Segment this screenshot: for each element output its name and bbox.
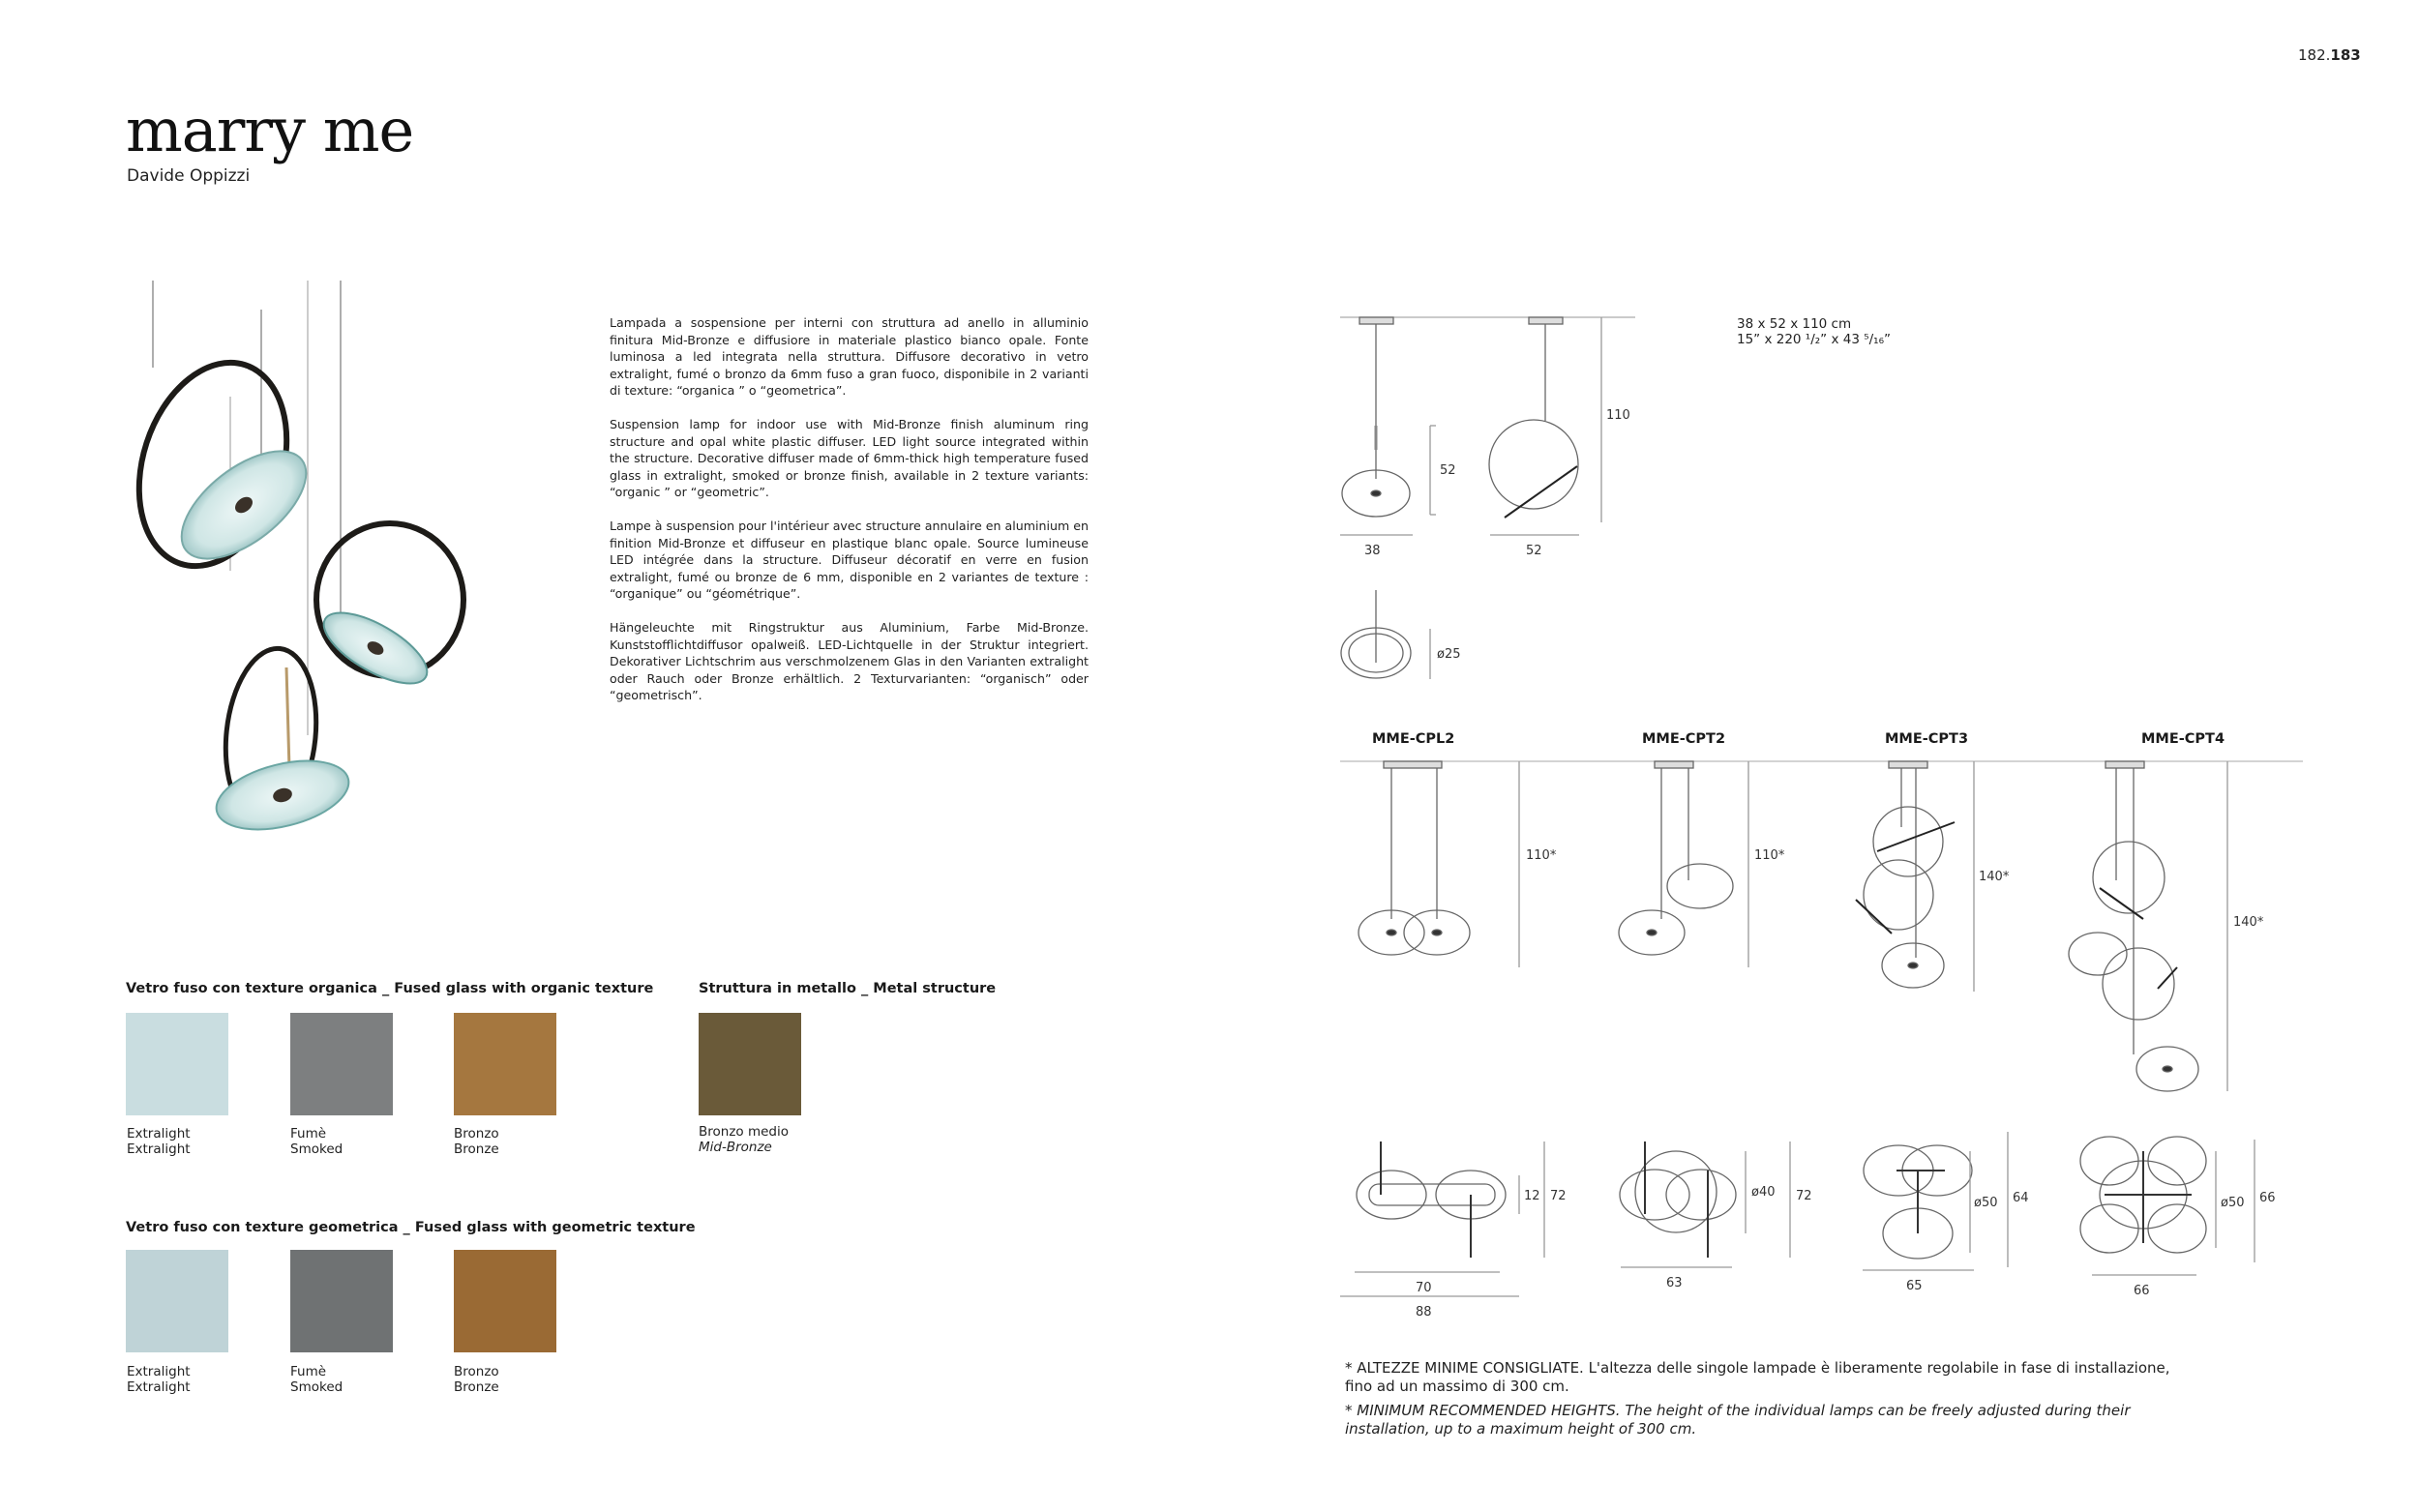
swatch-label-line1: Fumè <box>290 1126 327 1141</box>
plan-dim: 64 <box>2013 1191 2029 1205</box>
height-notes <box>1345 1359 2196 1444</box>
swatch-label-line2: Bronze <box>454 1379 499 1395</box>
swatch-label-line2: Smoked <box>290 1141 343 1157</box>
plan-dim: ø40 <box>1751 1185 1776 1200</box>
model-code-cpt3: MME-CPT3 <box>1885 731 1969 747</box>
swatch-label-line2: Smoked <box>290 1379 343 1395</box>
model-code-cpt4: MME-CPT4 <box>2141 731 2225 747</box>
dim-w2: 52 <box>1526 544 1542 558</box>
swatch-label <box>127 1364 191 1395</box>
model-code-cpt2: MME-CPT2 <box>1642 731 1726 747</box>
swatch-label <box>699 1124 789 1155</box>
swatch-label-line1: Bronzo <box>454 1364 499 1379</box>
plan-dim: 72 <box>1796 1189 1812 1203</box>
page-number <box>2298 46 2361 64</box>
swatch-label-line2: Extralight <box>127 1379 191 1395</box>
plan-dim: 66 <box>2134 1284 2150 1298</box>
swatch-organic-bronze[interactable] <box>454 1013 556 1115</box>
designer-name: Davide Oppizzi <box>127 166 251 186</box>
swatch-organic-smoked[interactable] <box>290 1013 393 1115</box>
geometric-texture-heading: Vetro fuso con texture geometrica _ Fused glass with geometric texture <box>126 1220 696 1235</box>
swatch-geometric-bronze[interactable] <box>454 1250 556 1352</box>
swatch-label <box>454 1364 499 1395</box>
plan-dim: 70 <box>1416 1281 1432 1295</box>
plan-dim: 72 <box>1550 1189 1567 1203</box>
plan-dim: 65 <box>1906 1279 1923 1293</box>
metal-structure-heading: Struttura in metallo _ Metal structure <box>699 981 997 996</box>
dimensions-metric: 38 x 52 x 110 cm <box>1737 316 1852 332</box>
product-photo <box>68 281 610 909</box>
swatch-label <box>290 1364 343 1395</box>
plan-dim: 12 <box>1524 1189 1540 1203</box>
dim-h1: 52 <box>1440 463 1456 478</box>
technical-drawings <box>1326 300 2313 1325</box>
swatch-label-line1: Extralight <box>127 1126 191 1141</box>
dimensions-imperial: 15” x 220 ¹/₂” x 43 ⁵/₁₆” <box>1737 332 1891 347</box>
swatch-geometric-extralight[interactable] <box>126 1250 228 1352</box>
swatch-label-line1: Bronzo <box>454 1126 499 1141</box>
page-number-prev: 182. <box>2298 46 2331 64</box>
swatch-label-line2: Bronze <box>454 1141 499 1157</box>
dim-diameter: ø25 <box>1437 647 1461 662</box>
plan-dim: ø50 <box>2221 1196 2245 1210</box>
swatch-metal-mid-bronze[interactable] <box>699 1013 801 1115</box>
dim-h2: 110 <box>1606 408 1630 423</box>
swatch-organic-extralight[interactable] <box>126 1013 228 1115</box>
product-title: marry me <box>126 95 414 165</box>
model-height-cpt3: 140* <box>1979 870 2010 884</box>
page-number-current: 183 <box>2330 46 2361 64</box>
model-height-cpl2: 110* <box>1526 848 1557 863</box>
note-italian: * ALTEZZE MINIME CONSIGLIATE. L'altezza delle singole lampade è liberamente regolabile in fase di installazione, fino ad un massimo di 300 cm. <box>1345 1359 2170 1395</box>
product-description <box>610 314 1089 721</box>
model-height-cpt4: 140* <box>2233 915 2264 930</box>
description-german: Hängeleuchte mit Ringstruktur aus Aluminium, Farbe Mid-Bronze. Kunststofflichtdiffusor opalweiß. LED-Lichtquelle in der Struktur integriert. Dekorativer Lichtschrim aus verschmolzenem Glas in den Varianten extralight oder Rauch oder Bronze erhältlich. 2 Texturvarianten: “organisch” oder “geometrisch”. <box>610 619 1089 703</box>
model-height-cpt2: 110* <box>1754 848 1785 863</box>
model-code-cpl2: MME-CPL2 <box>1372 731 1455 747</box>
swatch-label <box>290 1126 343 1157</box>
swatch-label <box>454 1126 499 1157</box>
plan-dim: ø50 <box>1974 1196 1998 1210</box>
dim-w1: 38 <box>1364 544 1381 558</box>
swatch-label-line1: Extralight <box>127 1364 191 1379</box>
swatch-label-line1: Fumè <box>290 1364 327 1379</box>
plan-dim: 88 <box>1416 1305 1432 1319</box>
description-italian: Lampada a sospensione per interni con struttura ad anello in alluminio finitura Mid-Bronze e diffusiore in materiale plastico bianco opale. Fonte luminosa a led integrata nella struttura. Diffusore decorativo in vetro extralight, fumé o bronzo da 6mm fuso a gran fuoco, disponibile in 2 varianti di texture: “organica ” o “geometrica”. <box>610 315 1089 399</box>
plan-dim: 66 <box>2259 1191 2276 1205</box>
organic-texture-heading: Vetro fuso con texture organica _ Fused glass with organic texture <box>126 981 654 996</box>
note-english: * MINIMUM RECOMMENDED HEIGHTS. The height of the individual lamps can be freely adjusted during their installation, up to a maximum height of 300 cm. <box>1345 1402 2131 1438</box>
swatch-label-line2: Extralight <box>127 1141 191 1157</box>
description-english: Suspension lamp for indoor use with Mid-Bronze finish aluminum ring structure and opal white plastic diffuser. LED light source integrated within the structure. Decorative diffuser made of 6mm-thick high temperature fused glass in extralight, smoked or bronze finish, available in 2 texture variants: “organic ” or “geometric”. <box>610 416 1089 500</box>
swatch-label-line1: Bronzo medio <box>699 1124 790 1140</box>
swatch-geometric-smoked[interactable] <box>290 1250 393 1352</box>
description-french: Lampe à suspension pour l'intérieur avec structure annulaire en aluminium en finition Mid-Bronze et diffuseur en plastique blanc opale. Source lumineuse LED intégrée dans la structure. Diffuseur décoratif en verre en fusion extralight, fumé ou bronze de 6 mm, disponible en 2 variantes de texture : “organique” ou “géométrique”. <box>610 518 1089 602</box>
plan-dim: 63 <box>1666 1276 1683 1290</box>
swatch-label-line2: Mid-Bronze <box>699 1140 772 1155</box>
swatch-label <box>127 1126 191 1157</box>
